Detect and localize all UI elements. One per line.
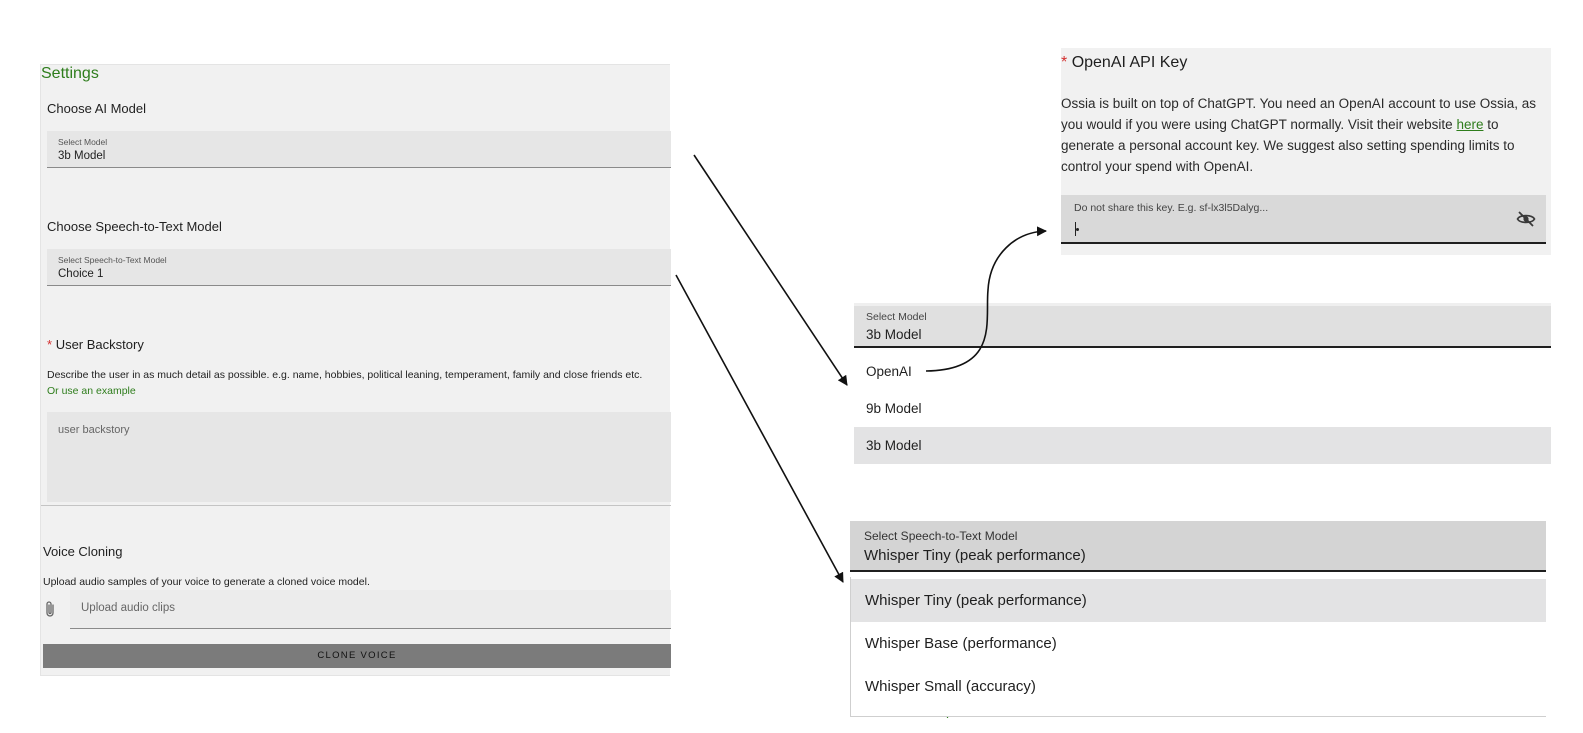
backstory-label-text: User Backstory	[55, 337, 144, 352]
stt-dropdown-value: Whisper Tiny (peak performance)	[864, 547, 1086, 564]
stt-option-whisper-base[interactable]: Whisper Base (performance)	[865, 635, 1057, 652]
model-dropdown-value: 3b Model	[866, 327, 922, 342]
arrow-openai-to-api-key	[926, 231, 1046, 371]
ai-model-select-label: Select Model	[58, 137, 108, 147]
upload-audio-placeholder: Upload audio clips	[81, 602, 175, 614]
stt-option-whisper-tiny-selected[interactable]: Whisper Tiny (peak performance)	[851, 579, 1546, 622]
model-option-9b[interactable]: 9b Model	[866, 401, 922, 416]
voice-cloning-help-text: Upload audio samples of your voice to generate a cloned voice model.	[43, 576, 370, 588]
model-option-openai[interactable]: OpenAI	[866, 364, 912, 379]
api-desc-after: to generate a personal account key. We suggest also setting spending limits to control your spend with OpenAI.	[1061, 117, 1515, 174]
api-key-input-label: Do not share this key. E.g. sf-lx3l5Dalyg...	[1074, 202, 1269, 214]
stt-dropdown-label: Select Speech-to-Text Model	[864, 529, 1018, 543]
stt-model-select-value: Choice 1	[58, 268, 104, 280]
ai-model-select-value: 3b Model	[58, 150, 106, 162]
api-desc-before: Ossia is built on top of ChatGPT. You need an OpenAI account to use Ossia, as you would if you were using ChatGPT normally. Visit their website	[1061, 96, 1537, 132]
settings-title: Settings	[41, 65, 99, 82]
stt-model-select-label: Select Speech-to-Text Model	[58, 255, 167, 265]
stt-option-whisper-small[interactable]: Whisper Small (accuracy)	[865, 678, 1036, 695]
clone-voice-button[interactable]: CLONE VOICE	[43, 644, 671, 668]
openai-website-link[interactable]: here	[1456, 117, 1484, 132]
required-mark: *	[1061, 54, 1068, 71]
ai-model-section-label: Choose AI Model	[47, 101, 147, 116]
voice-cloning-section-label: Voice Cloning	[43, 544, 123, 559]
backstory-help-text: Describe the user in as much detail as possible. e.g. name, hobbies, political leaning, temperament, family and close friends etc.	[47, 369, 643, 381]
model-dropdown-label: Select Model	[866, 311, 927, 323]
backstory-placeholder: user backstory	[58, 424, 130, 436]
stt-model-section-label: Choose Speech-to-Text Model	[47, 219, 222, 234]
arrow-stt-model-to-dropdown	[676, 275, 843, 582]
use-example-link[interactable]: Or use an example	[47, 385, 136, 397]
required-mark: *	[47, 337, 53, 352]
api-key-title-text: OpenAI API Key	[1071, 54, 1188, 71]
model-option-3b-selected[interactable]: 3b Model	[854, 427, 1551, 464]
